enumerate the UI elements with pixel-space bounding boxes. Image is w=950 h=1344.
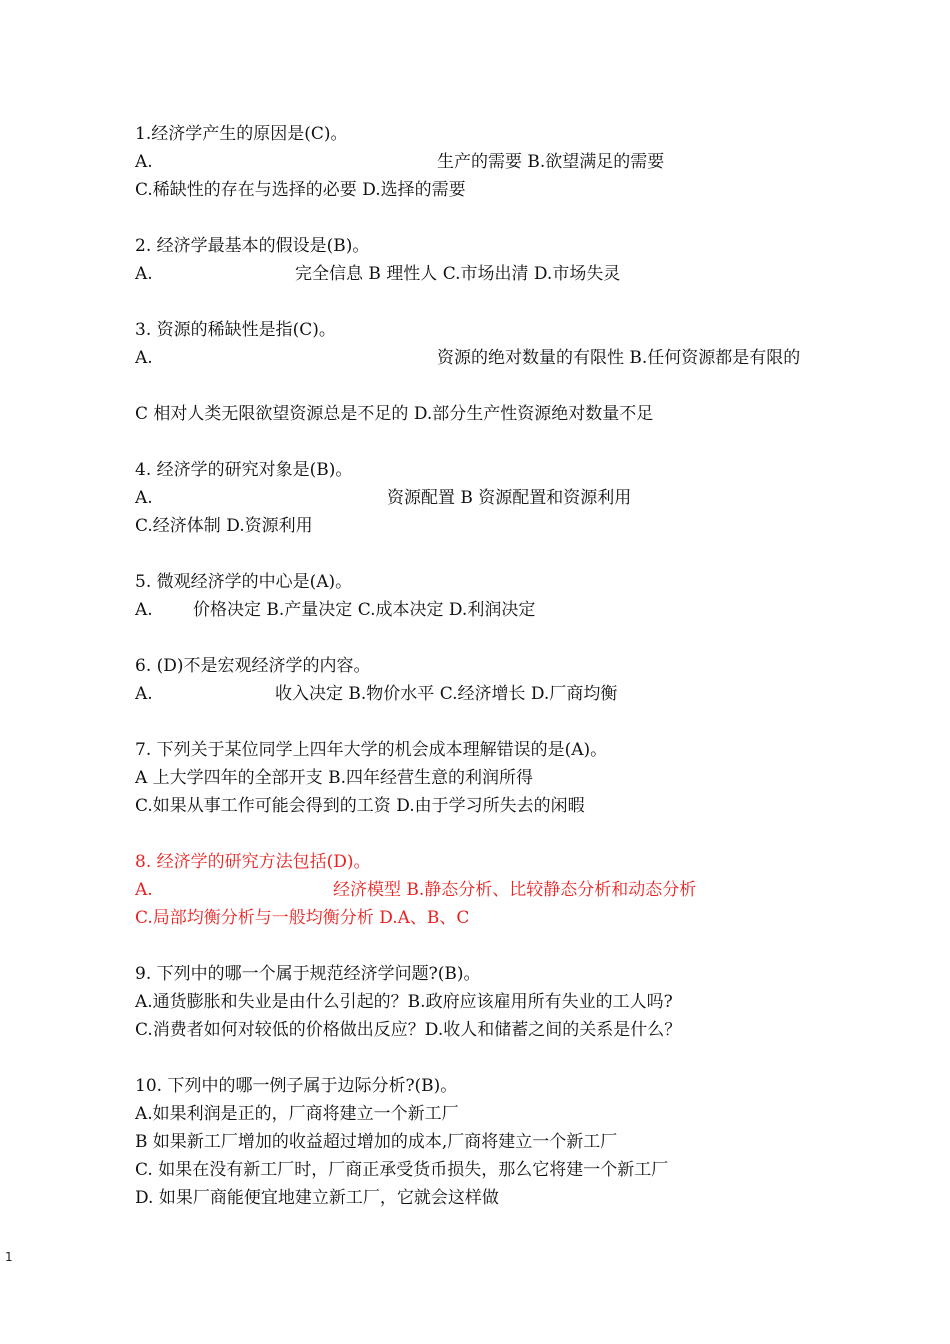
option-line (135, 260, 815, 288)
option-line (135, 596, 815, 624)
option-label: A. (135, 488, 153, 508)
option-line: B 如果新工厂增加的收益超过增加的成本,厂商将建立一个新工厂 (135, 1132, 618, 1152)
question-stem: 10. 下列中的哪一例子属于边际分析?(B)。 (135, 1076, 458, 1096)
option-text: 经济模型 B.静态分析、比较静态分析和动态分析 (333, 880, 697, 900)
question-8 (135, 848, 815, 932)
question-stem: 5. 微观经济学的中心是(A)。 (135, 572, 353, 592)
option-text: 收入决定 B.物价水平 C.经济增长 D.厂商均衡 (275, 684, 618, 704)
option-text: A 上大学四年的全部开支 B.四年经营生意的利润所得 (135, 768, 533, 788)
question-3 (135, 316, 815, 428)
question-stem: 6. (D)不是宏观经济学的内容。 (135, 656, 371, 676)
option-text: A.通货膨胀和失业是由什么引起的？B.政府应该雇用所有失业的工人吗? (135, 992, 673, 1012)
option-label: A. (135, 880, 153, 900)
page-number: 1 (5, 1250, 13, 1264)
question-stem: 4. 经济学的研究对象是(B)。 (135, 460, 353, 480)
option-line (135, 1100, 815, 1128)
option-line (135, 484, 815, 512)
question-list (135, 120, 815, 1240)
option-text: 资源配置 B 资源配置和资源利用 (387, 488, 632, 508)
question-stem: 3. 资源的稀缺性是指(C)。 (135, 320, 336, 340)
option-text: 价格决定 B.产量决定 C.成本决定 D.利润决定 (193, 600, 536, 620)
option-line (135, 876, 815, 904)
option-label: A. (135, 264, 153, 284)
option-text: 生产的需要 B.欲望满足的需要 (437, 152, 665, 172)
question-stem: 8. 经济学的研究方法包括(D)。 (135, 852, 371, 872)
question-1 (135, 120, 815, 204)
option-line (135, 764, 815, 792)
option-text: A.如果利润是正的，厂商将建立一个新工厂 (135, 1104, 459, 1124)
question-6 (135, 652, 815, 708)
option-line: C.经济体制 D.资源利用 (135, 516, 313, 536)
option-text: 完全信息 B 理性人 C.市场出清 D.市场失灵 (295, 264, 621, 284)
option-line (135, 344, 815, 400)
option-line: C. 如果在没有新工厂时，厂商正承受货币损失，那么它将建一个新工厂 (135, 1160, 669, 1180)
option-line: C.局部均衡分析与一般均衡分析 D.A、B、C (135, 908, 470, 928)
option-line (135, 680, 815, 708)
option-line: C.如果从事工作可能会得到的工资 D.由于学习所失去的闲暇 (135, 796, 585, 816)
question-stem: 7. 下列关于某位同学上四年大学的机会成本理解错误的是(A)。 (135, 740, 608, 760)
question-10 (135, 1072, 815, 1212)
option-label: A. (135, 348, 153, 368)
option-label: A. (135, 684, 153, 704)
option-line: C 相对人类无限欲望资源总是不足的 D.部分生产性资源绝对数量不足 (135, 404, 654, 424)
option-line: C.消费者如何对较低的价格做出反应？D.收人和储蓄之间的关系是什么？ (135, 1020, 682, 1040)
question-9 (135, 960, 815, 1044)
question-stem: 1.经济学产生的原因是(C)。 (135, 124, 348, 144)
option-label: A. (135, 600, 153, 620)
option-line (135, 148, 815, 176)
question-4 (135, 456, 815, 540)
question-5 (135, 568, 815, 624)
option-line: D. 如果厂商能便宜地建立新工厂，它就会这样做 (135, 1188, 499, 1208)
question-7 (135, 736, 815, 820)
question-stem: 2. 经济学最基本的假设是(B)。 (135, 236, 370, 256)
option-line (135, 988, 815, 1016)
question-stem: 9. 下列中的哪一个属于规范经济学问题?(B)。 (135, 964, 481, 984)
option-label: A. (135, 152, 153, 172)
option-line: C.稀缺性的存在与选择的必要 D.选择的需要 (135, 180, 466, 200)
question-2 (135, 232, 815, 288)
option-text: 资源的绝对数量的有限性 B.任何资源都是有限的 (437, 348, 801, 368)
